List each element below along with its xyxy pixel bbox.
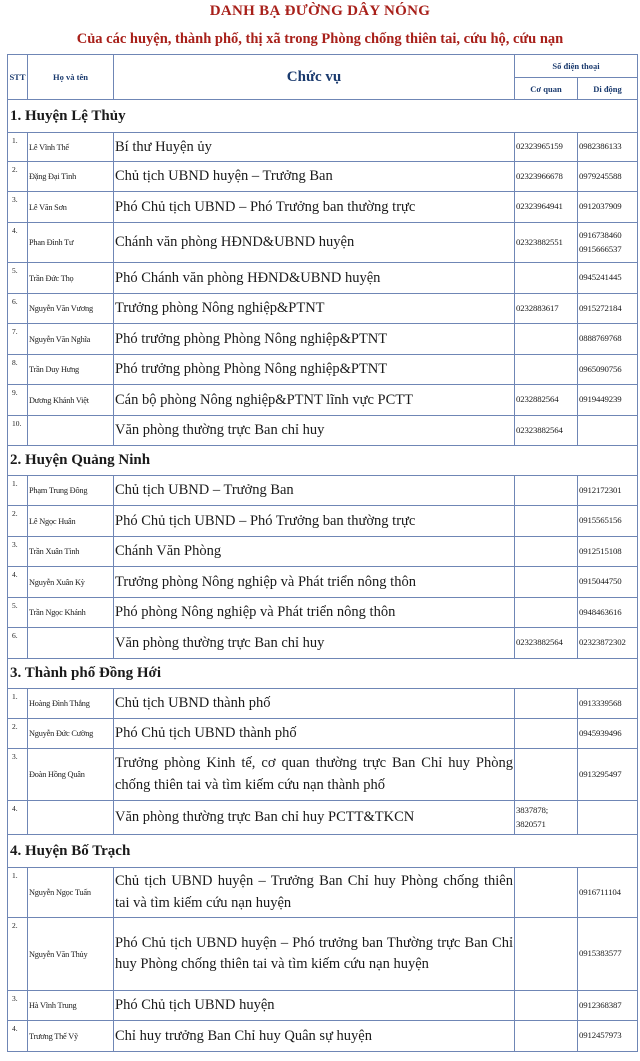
- mobile-phone-number: 0915272184: [579, 302, 622, 313]
- mobile-phone-number: 0915666537: [579, 243, 622, 254]
- row-name: [28, 416, 114, 446]
- row-position: Phó Chủ tịch UBND thành phố: [114, 719, 515, 749]
- table-row: [8, 324, 638, 355]
- row-stt: 2.: [8, 918, 28, 991]
- row-position: Chủ tịch UBND huyện – Trưởng Ban Chỉ huy Phòng chống thiên tai và tìm kiếm cứu nạn huyện: [114, 868, 515, 918]
- row-stt: 2.: [8, 162, 28, 192]
- row-mobile-phone: [578, 294, 638, 324]
- table-row: [8, 801, 638, 835]
- header-stt: STT: [8, 55, 28, 100]
- row-office-phone: [515, 476, 578, 506]
- row-mobile-phone: [578, 719, 638, 749]
- row-name: Nguyễn Ngọc Tuấn: [28, 868, 114, 918]
- table-row: [8, 749, 638, 801]
- row-office-phone: [515, 749, 578, 801]
- table-row: [8, 598, 638, 628]
- row-office-phone: [515, 506, 578, 537]
- section-row: [8, 446, 638, 476]
- row-office-phone: [515, 355, 578, 385]
- row-office-phone: [515, 223, 578, 263]
- document-title: DANH BẠ ĐƯỜNG DÂY NÓNG: [209, 3, 431, 19]
- row-stt: 4.: [8, 801, 28, 835]
- row-office-phone: [515, 537, 578, 567]
- table-row: [8, 263, 638, 294]
- row-office-phone: [515, 628, 578, 659]
- row-position: Trưởng phòng Nông nghiệp&PTNT: [114, 294, 515, 324]
- mobile-phone-number: 0948463616: [579, 606, 622, 617]
- row-stt: 1.: [8, 133, 28, 162]
- row-mobile-phone: [578, 537, 638, 567]
- row-mobile-phone: [578, 801, 638, 835]
- table-row: [8, 918, 638, 991]
- office-phone-number: 3820571: [516, 818, 546, 829]
- document-subtitle: Của các huyện, thành phố, thị xã trong Phòng chống thiên tai, cứu hộ, cứu nạn: [76, 31, 564, 47]
- mobile-phone-number: 0912515108: [579, 545, 622, 556]
- row-stt: 1.: [8, 868, 28, 918]
- row-name: Nguyễn Văn Vương: [28, 294, 114, 324]
- mobile-phone-number: 0915044750: [579, 576, 622, 587]
- table-row: [8, 719, 638, 749]
- mobile-phone-number: 0916738460: [579, 229, 622, 240]
- row-office-phone: [515, 991, 578, 1021]
- row-name: Đặng Đại Tình: [28, 162, 114, 192]
- row-stt: 4.: [8, 1021, 28, 1052]
- hotline-table: [7, 54, 638, 1052]
- office-phone-number: 02323882551: [516, 236, 563, 247]
- row-name: Nguyễn Xuân Kỳ: [28, 567, 114, 598]
- mobile-phone-number: 0945241445: [579, 272, 622, 283]
- row-office-phone: [515, 324, 578, 355]
- row-mobile-phone: [578, 355, 638, 385]
- mobile-phone-number: 0919449239: [579, 394, 622, 405]
- row-mobile-phone: [578, 506, 638, 537]
- row-mobile-phone: [578, 416, 638, 446]
- row-mobile-phone: [578, 192, 638, 223]
- row-name: Lê Vĩnh Thế: [28, 133, 114, 162]
- mobile-phone-number: 0915383577: [579, 948, 622, 959]
- row-office-phone: [515, 1021, 578, 1052]
- row-mobile-phone: [578, 223, 638, 263]
- row-position: Phó Chủ tịch UBND – Phó Trưởng ban thường trực: [114, 506, 515, 537]
- mobile-phone-number: 0915565156: [579, 515, 622, 526]
- header-mobile: Di động: [578, 78, 638, 100]
- table-row: [8, 416, 638, 446]
- row-stt: 6.: [8, 294, 28, 324]
- table-row: [8, 537, 638, 567]
- mobile-phone-number: 0912457973: [579, 1030, 622, 1041]
- row-position: Phó Chủ tịch UBND huyện – Phó trưởng ban Thường trực Ban Chỉ huy Phòng chống thiên tai và tìm kiếm cứu nạn huyện: [114, 918, 515, 991]
- row-name: [28, 628, 114, 659]
- row-mobile-phone: [578, 162, 638, 192]
- row-position: Chủ tịch UBND huyện – Trưởng Ban: [114, 162, 515, 192]
- table-row: [8, 355, 638, 385]
- row-position: Văn phòng thường trực Ban chỉ huy: [114, 416, 515, 446]
- mobile-phone-number: 02323872302: [579, 637, 626, 648]
- row-name: Lê Văn Sơn: [28, 192, 114, 223]
- header-name: Họ và tên: [28, 55, 114, 100]
- header-phone: Số điện thoại: [515, 55, 638, 78]
- table-row: [8, 689, 638, 719]
- section-title: 2. Huyện Quảng Ninh: [8, 446, 638, 476]
- table-row: [8, 162, 638, 192]
- row-position: Chủ tịch UBND thành phố: [114, 689, 515, 719]
- row-mobile-phone: [578, 567, 638, 598]
- row-stt: 8.: [8, 355, 28, 385]
- table-row: [8, 506, 638, 537]
- table-row: [8, 628, 638, 659]
- mobile-phone-number: 0913339568: [579, 697, 622, 708]
- table-row: [8, 1021, 638, 1052]
- header-office: Cơ quan: [515, 78, 578, 100]
- row-office-phone: [515, 133, 578, 162]
- row-name: Trần Ngọc Khánh: [28, 598, 114, 628]
- office-phone-number: 02323965159: [516, 141, 563, 152]
- row-mobile-phone: [578, 1021, 638, 1052]
- table-row: [8, 476, 638, 506]
- row-position: Phó Chủ tịch UBND – Phó Trưởng ban thường trực: [114, 192, 515, 223]
- table-row: [8, 385, 638, 416]
- mobile-phone-number: 0945939496: [579, 727, 622, 738]
- mobile-phone-number: 0913295497: [579, 768, 622, 779]
- row-stt: 3.: [8, 749, 28, 801]
- table-row: [8, 991, 638, 1021]
- section-title: 4. Huyện Bố Trạch: [8, 835, 638, 868]
- office-phone-number: 02323882564: [516, 637, 563, 648]
- row-office-phone: [515, 162, 578, 192]
- row-stt: 2.: [8, 719, 28, 749]
- row-name: [28, 801, 114, 835]
- row-name: Nguyễn Đức Cường: [28, 719, 114, 749]
- row-mobile-phone: [578, 918, 638, 991]
- row-office-phone: [515, 689, 578, 719]
- row-office-phone: [515, 598, 578, 628]
- row-mobile-phone: [578, 628, 638, 659]
- row-position: Phó trưởng phòng Phòng Nông nghiệp&PTNT: [114, 324, 515, 355]
- header-position: Chức vụ: [114, 55, 515, 100]
- row-position: Trưởng phòng Nông nghiệp và Phát triển nông thôn: [114, 567, 515, 598]
- row-stt: 9.: [8, 385, 28, 416]
- row-position: Cán bộ phòng Nông nghiệp&PTNT lĩnh vực PCTT: [114, 385, 515, 416]
- table-row: [8, 192, 638, 223]
- row-position: Phó trưởng phòng Phòng Nông nghiệp&PTNT: [114, 355, 515, 385]
- row-name: Đoàn Hồng Quân: [28, 749, 114, 801]
- row-name: Hà Vĩnh Trung: [28, 991, 114, 1021]
- mobile-phone-number: 0888769768: [579, 333, 622, 344]
- mobile-phone-number: 0965090756: [579, 363, 622, 374]
- row-name: Hoàng Đình Thắng: [28, 689, 114, 719]
- row-office-phone: [515, 385, 578, 416]
- row-office-phone: [515, 801, 578, 835]
- row-mobile-phone: [578, 263, 638, 294]
- row-stt: 5.: [8, 263, 28, 294]
- row-mobile-phone: [578, 868, 638, 918]
- row-name: Phan Đình Tư: [28, 223, 114, 263]
- row-mobile-phone: [578, 991, 638, 1021]
- row-name: Trương Thế Vỹ: [28, 1021, 114, 1052]
- row-stt: 3.: [8, 537, 28, 567]
- row-position: Trưởng phòng Kinh tế, cơ quan thường trực Ban Chỉ huy Phòng chống thiên tai và tìm kiếm cứu nạn thành phố: [114, 749, 515, 801]
- row-office-phone: [515, 868, 578, 918]
- row-name: Trần Đức Thọ: [28, 263, 114, 294]
- row-office-phone: [515, 192, 578, 223]
- section-title: 1. Huyện Lệ Thủy: [8, 100, 638, 133]
- table-body: [8, 100, 638, 1052]
- table-row: [8, 223, 638, 263]
- row-position: Văn phòng thường trực Ban chỉ huy PCTT&TKCN: [114, 801, 515, 835]
- row-mobile-phone: [578, 476, 638, 506]
- row-stt: 2.: [8, 506, 28, 537]
- row-stt: 6.: [8, 628, 28, 659]
- row-stt: 7.: [8, 324, 28, 355]
- office-phone-number: 3837878;: [516, 804, 549, 815]
- section-row: [8, 659, 638, 689]
- row-name: Phạm Trung Đông: [28, 476, 114, 506]
- row-office-phone: [515, 918, 578, 991]
- row-office-phone: [515, 263, 578, 294]
- section-title: 3. Thành phố Đồng Hới: [8, 659, 638, 689]
- row-mobile-phone: [578, 689, 638, 719]
- section-row: [8, 835, 638, 868]
- mobile-phone-number: 0912037909: [579, 201, 622, 212]
- row-stt: 4.: [8, 567, 28, 598]
- row-name: Trần Duy Hưng: [28, 355, 114, 385]
- row-stt: 1.: [8, 689, 28, 719]
- row-stt: 5.: [8, 598, 28, 628]
- row-stt: 1.: [8, 476, 28, 506]
- row-stt: 3.: [8, 991, 28, 1021]
- row-mobile-phone: [578, 385, 638, 416]
- row-position: Chỉ huy trưởng Ban Chỉ huy Quân sự huyện: [114, 1021, 515, 1052]
- row-office-phone: [515, 719, 578, 749]
- row-stt: 3.: [8, 192, 28, 223]
- section-row: [8, 100, 638, 133]
- row-office-phone: [515, 294, 578, 324]
- row-position: Chánh Văn Phòng: [114, 537, 515, 567]
- table-row: [8, 567, 638, 598]
- row-mobile-phone: [578, 133, 638, 162]
- office-phone-number: 02323964941: [516, 201, 563, 212]
- row-mobile-phone: [578, 598, 638, 628]
- row-position: Chánh văn phòng HĐND&UBND huyện: [114, 223, 515, 263]
- row-name: Nguyễn Văn Nghĩa: [28, 324, 114, 355]
- mobile-phone-number: 0912172301: [579, 484, 622, 495]
- office-phone-number: 02323882564: [516, 424, 563, 435]
- row-office-phone: [515, 416, 578, 446]
- mobile-phone-number: 0916711104: [579, 886, 621, 897]
- row-position: Chủ tịch UBND – Trưởng Ban: [114, 476, 515, 506]
- row-name: Dương Khánh Việt: [28, 385, 114, 416]
- row-position: Phó Chủ tịch UBND huyện: [114, 991, 515, 1021]
- office-phone-number: 02323966678: [516, 170, 563, 181]
- row-position: Phó Chánh văn phòng HĐND&UBND huyện: [114, 263, 515, 294]
- row-office-phone: [515, 567, 578, 598]
- mobile-phone-number: 0982386133: [579, 141, 622, 152]
- row-mobile-phone: [578, 324, 638, 355]
- office-phone-number: 0232882564: [516, 394, 559, 405]
- row-position: Văn phòng thường trực Ban chỉ huy: [114, 628, 515, 659]
- row-name: Nguyễn Văn Thủy: [28, 918, 114, 991]
- row-name: Lê Ngọc Huân: [28, 506, 114, 537]
- row-position: Phó phòng Nông nghiệp và Phát triển nông thôn: [114, 598, 515, 628]
- office-phone-number: 0232883617: [516, 302, 559, 313]
- mobile-phone-number: 0979245588: [579, 170, 622, 181]
- table-row: [8, 868, 638, 918]
- row-name: Trần Xuân Tình: [28, 537, 114, 567]
- mobile-phone-number: 0912368387: [579, 999, 622, 1010]
- row-position: Bí thư Huyện ủy: [114, 133, 515, 162]
- table-row: [8, 133, 638, 162]
- row-stt: 4.: [8, 223, 28, 263]
- row-mobile-phone: [578, 749, 638, 801]
- table-row: [8, 294, 638, 324]
- row-stt: 10.: [8, 416, 28, 446]
